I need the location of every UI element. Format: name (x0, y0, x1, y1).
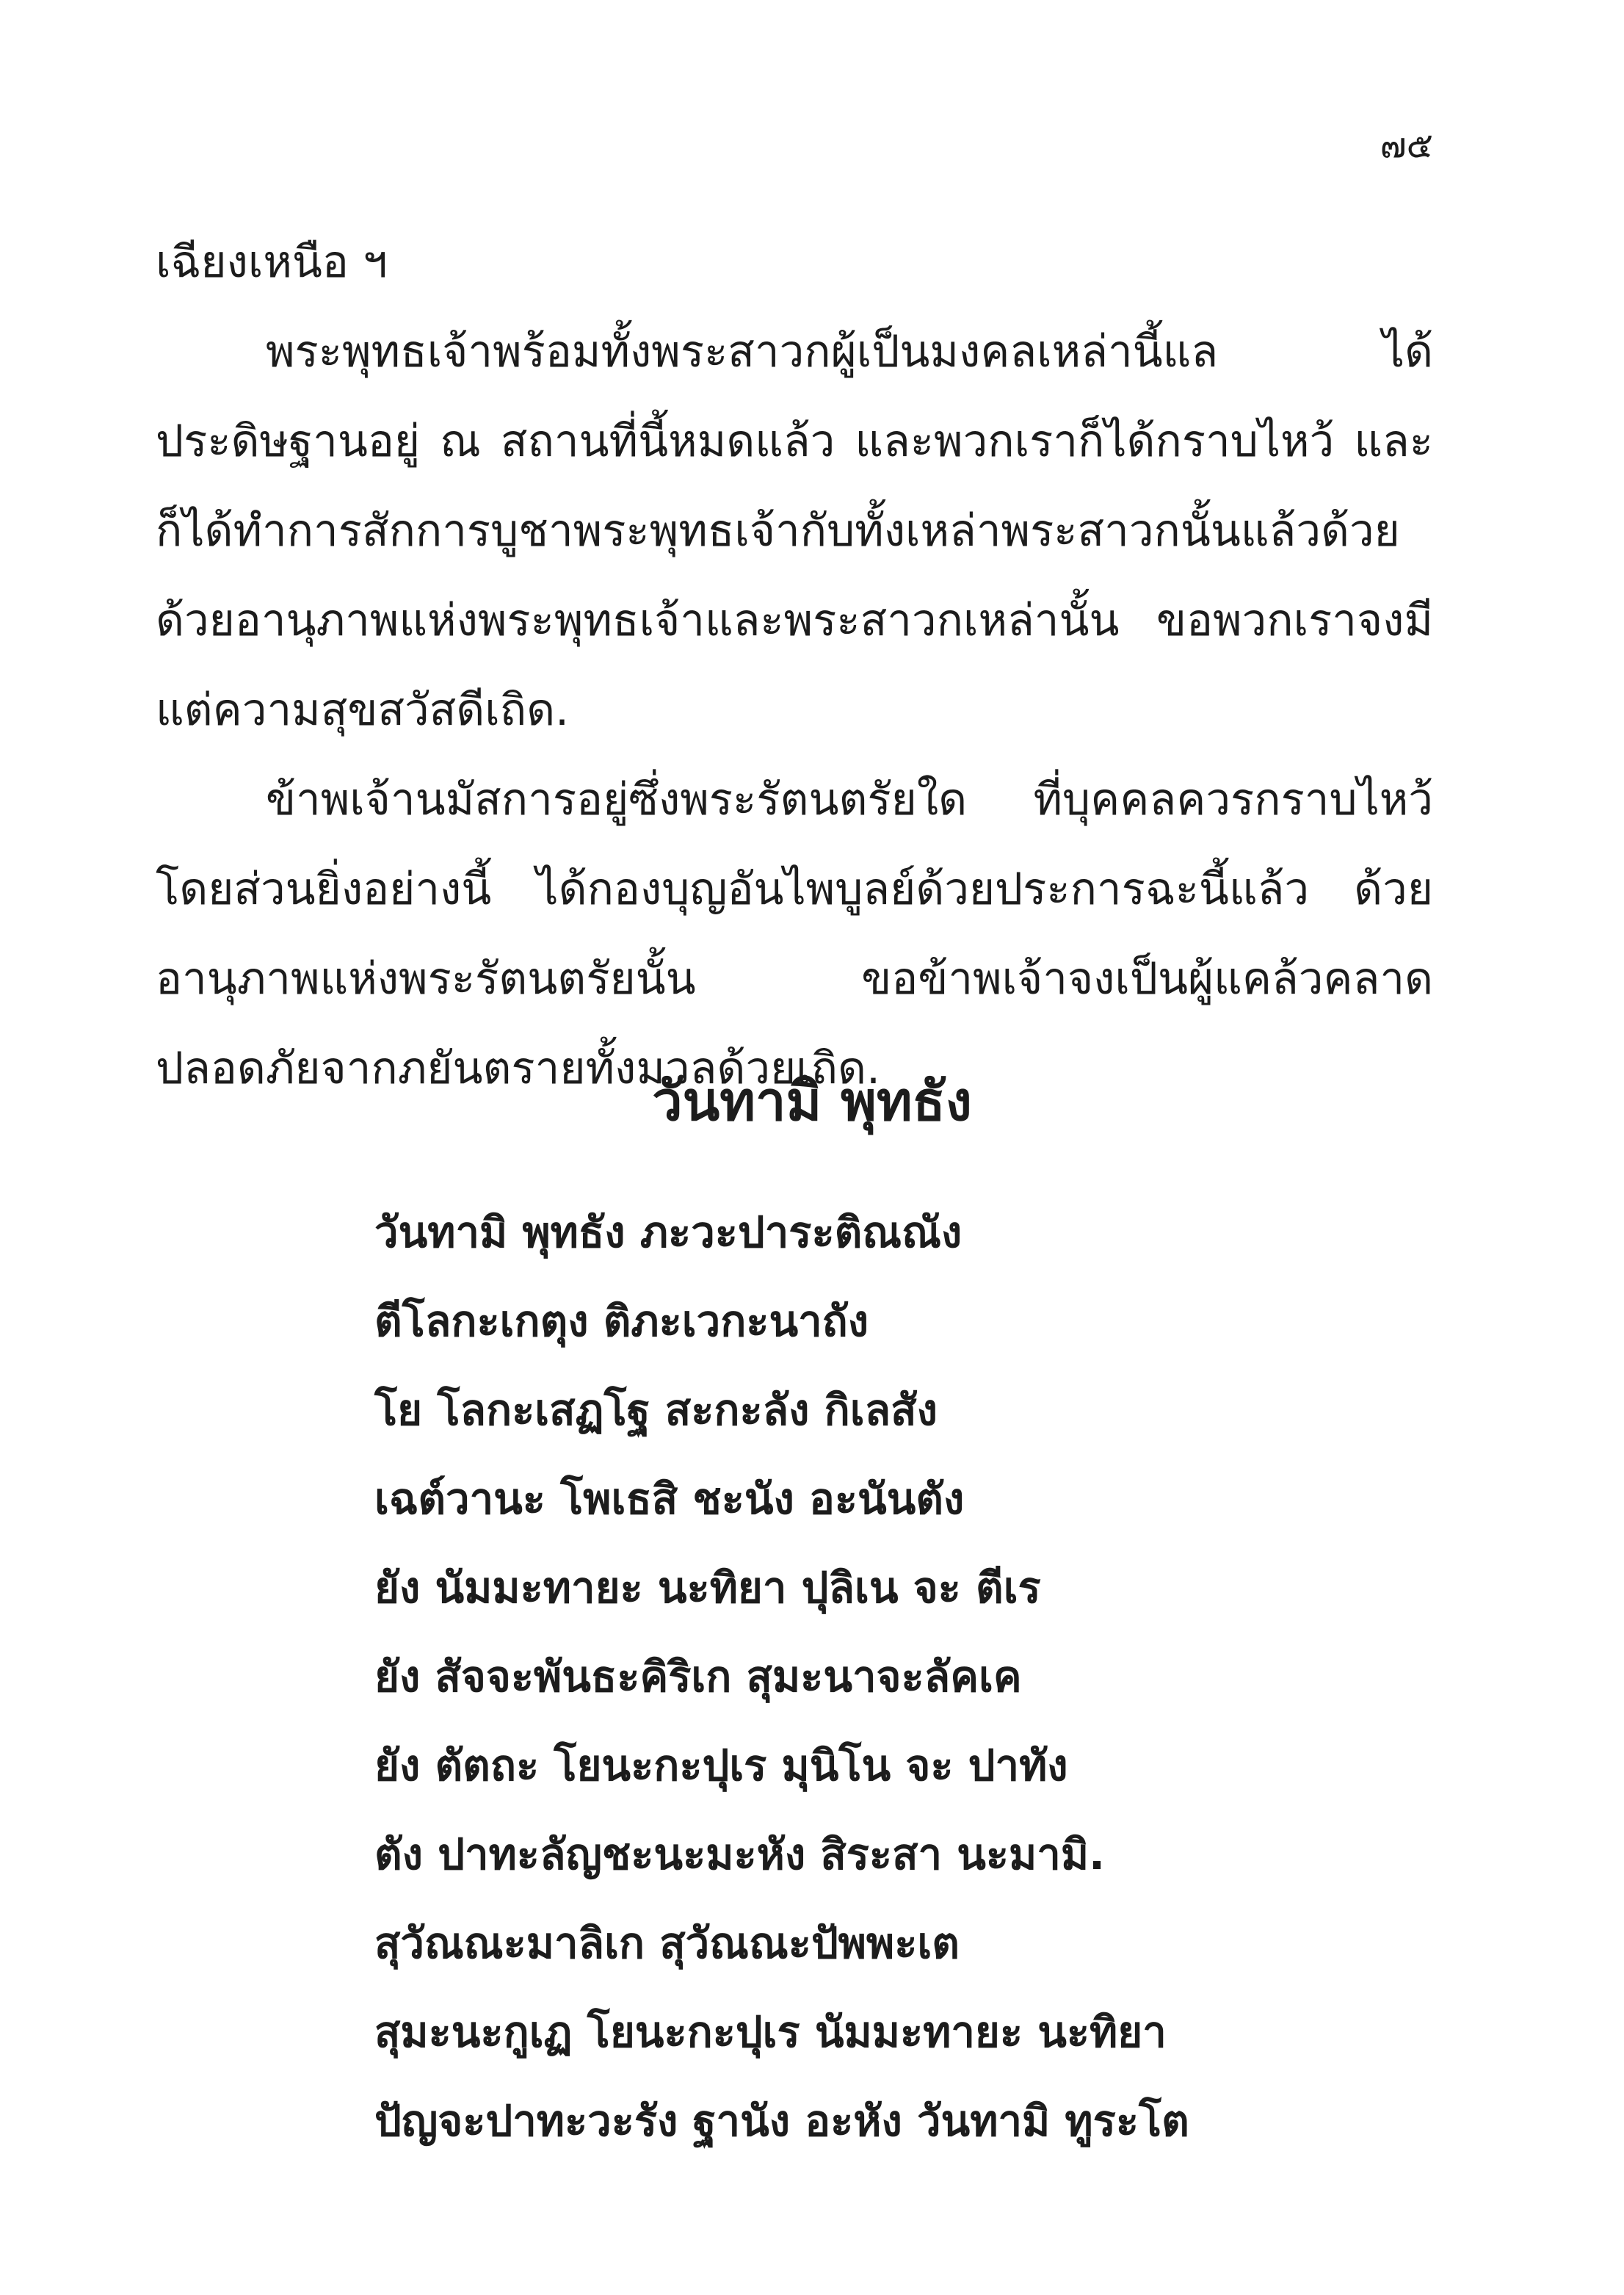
chant-verses (374, 1188, 1189, 2166)
paragraph-homage: ข้าพเจ้านมัสการอยู่ซึ่งพระรัตนตรัยใด ที่บุคคลควรกราบไหว้โดยส่วนยิ่งอย่างนี้ ได้กองบุญอันไพบูลย์ด้วยประการฉะนี้แล้ว ด้วยอานุภาพแห่งพระรัตนตรัยนั้น ขอข้าพเจ้าจงเป็นผู้แคล้วคลาดปลอดภัยจากภยันตรายทั้งมวลด้วยเถิด. (156, 774, 1433, 1094)
chant-title: วันทามิ พุทธัง (652, 1070, 972, 1133)
verse-line: วันทามิ พุทธัง ภะวะปาระติณณัง (374, 1207, 963, 1257)
verse-line: ยัง สัจจะพันธะคิริเก สุมะนาจะลัคเค (374, 1652, 1022, 1702)
page-number: ๗๕ (1380, 125, 1433, 166)
paragraph-continuation: เฉียงเหนือ ฯ (156, 236, 388, 288)
verse-line: เฉต์วานะ โพเธสิ ชะนัง อะนันตัง (374, 1474, 965, 1524)
verse-line: โย โลกะเสฏโฐ สะกะลัง กิเลสัง (374, 1385, 938, 1435)
verse-line: ตีโลกะเกตุง ติภะเวกะนาถัง (374, 1296, 869, 1346)
body-text (156, 217, 1433, 1113)
verse-line: ปัญจะปาทะวะรัง ฐานัง อะหัง วันทามิ ทูระโต (374, 2096, 1189, 2146)
verse-line: สุวัณณะมาลิเก สุวัณณะปัพพะเต (374, 1918, 960, 1968)
paragraph-blessing: พระพุทธเจ้าพร้อมทั้งพระสาวกผู้เป็นมงคลเหล่านี้แล ได้ประดิษฐานอยู่ ณ สถานที่นี้หมดแล้ว และพวกเราก็ได้กราบไหว้ และก็ได้ทำการสักการบูชาพระพุทธเจ้ากับทั้งเหล่าพระสาวกนั้นแล้วด้วย ด้วยอานุภาพแห่งพระพุทธเจ้าและพระสาวกเหล่านั้น ขอพวกเราจงมีแต่ความสุขสวัสดีเถิด. (156, 326, 1433, 736)
verse-line: ตัง ปาทะลัญชะนะมะหัง สิระสา นะมามิ. (374, 1829, 1106, 1879)
verse-line: ยัง ตัตถะ โยนะกะปุเร มุนิโน จะ ปาทัง (374, 1741, 1068, 1790)
verse-line: ยัง นัมมะทายะ นะทิยา ปุลิเน จะ ตีเร (374, 1563, 1041, 1613)
verse-line: สุมะนะกูเฏ โยนะกะปุเร นัมมะทายะ นะทิยา (374, 2007, 1167, 2057)
